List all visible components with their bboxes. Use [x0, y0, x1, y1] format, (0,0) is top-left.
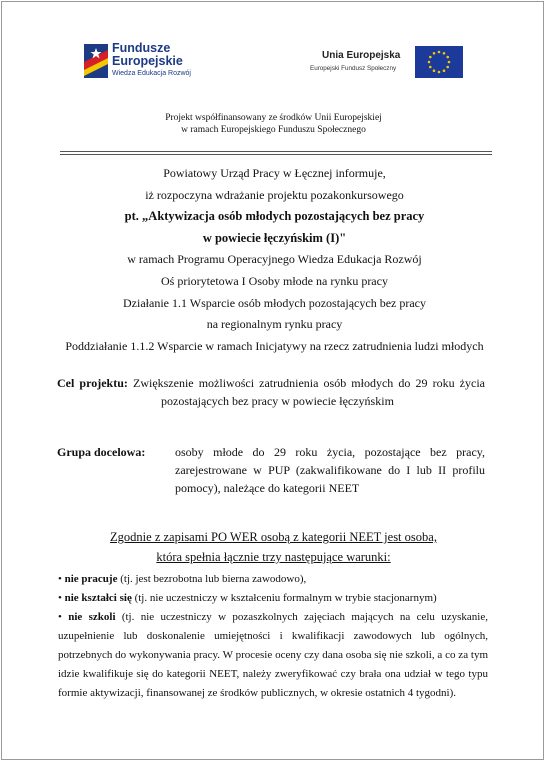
- ue-logo-subtitle: Europejski Fundusz Społeczny: [310, 65, 397, 72]
- cofunding-note: Projekt współfinansowany ze środków Unii Europejskiej w ramach Europejskiego Funduszu Społecznego: [165, 113, 382, 135]
- list-item: • nie pracuje (tj. jest bezrobotna lub bierna zawodowo),: [58, 573, 307, 585]
- ue-logo-title: Unia Europejska: [322, 50, 401, 61]
- unia-europejska-logo: [307, 43, 467, 83]
- fe-flag-icon: [82, 42, 110, 80]
- divider: [60, 151, 492, 152]
- project-title-cont: w powiecie łęczyńskim (I)": [202, 230, 347, 245]
- neet-conditions: [58, 570, 488, 703]
- neet-heading: Zgodnie z zapisami PO WER osobą z kategorii NEET jest osoba, która spełnia łącznie trzy następujące warunki:: [110, 530, 437, 564]
- fe-logo-subtitle: Wiedza Edukacja Rozwój: [112, 70, 191, 77]
- goal-label: Cel projektu:: [57, 376, 128, 390]
- fe-logo-text: Fundusze Europejskie: [112, 41, 183, 68]
- project-goal: Cel projektu: Zwiększenie możliwości zatrudnienia osób młodych do 29 roku życia pozostających bez pracy w powiecie łęczyńskim: [57, 376, 485, 408]
- target-text: osoby młode do 29 roku życia, pozostające bez pracy, zarejestrowane w PUP (zakwalifikowane do I lub II profilu pomocy), należące do kategorii NEET: [175, 445, 485, 495]
- document-page: [1, 1, 544, 760]
- divider: [60, 154, 492, 155]
- target-label: Grupa docelowa:: [57, 445, 146, 459]
- list-item: • nie szkoli (tj. nie uczestniczy w pozaszkolnych zajęciach mających na celu uzyskanie, uzupełnienie lub doskonalenie umiejętności i kwalifikacji zawodowych lub ogólnych, potrzebnych do wykonywania pracy. W procesie oceny czy dana osoba się nie szkoli, a co za tym idzie kwalifikuje się do kategorii NEET, należy zweryfikować czy brała ona udział w tego typu formie aktywizacji, finansowanej ze środków publicznych, w okresie ostatnich 4 tygodni).: [58, 611, 488, 699]
- project-title: pt. „Aktywizacja osób młodych pozostających bez pracy: [124, 209, 425, 224]
- announcement: Powiatowy Urząd Pracy w Łęcznej informuje, iż rozpoczyna wdrażanie projektu pozakonkursowego pt. „Aktywizacja osób młodych pozostających bez pracy w powiecie łęczyńskim (I)" w ramach Programu Operacyjnego Wiedza Edukacja Rozwój Oś priorytetowa I Osoby młode na rynku pracy Działanie 1.1 Wsparcie osób młodych pozostających bez pracy na regionalnym rynku pracy Poddziałanie 1.1.2 Wsparcie w ramach Inicjatywy na rzecz zatrudnienia ludzi młodych: [42, 163, 507, 357]
- list-item: • nie kształci się (tj. nie uczestniczy w kształceniu formalnym w trybie stacjonarnym): [58, 592, 437, 604]
- fundusze-europejskie-logo: [82, 42, 212, 84]
- eu-flag-icon: [415, 46, 463, 78]
